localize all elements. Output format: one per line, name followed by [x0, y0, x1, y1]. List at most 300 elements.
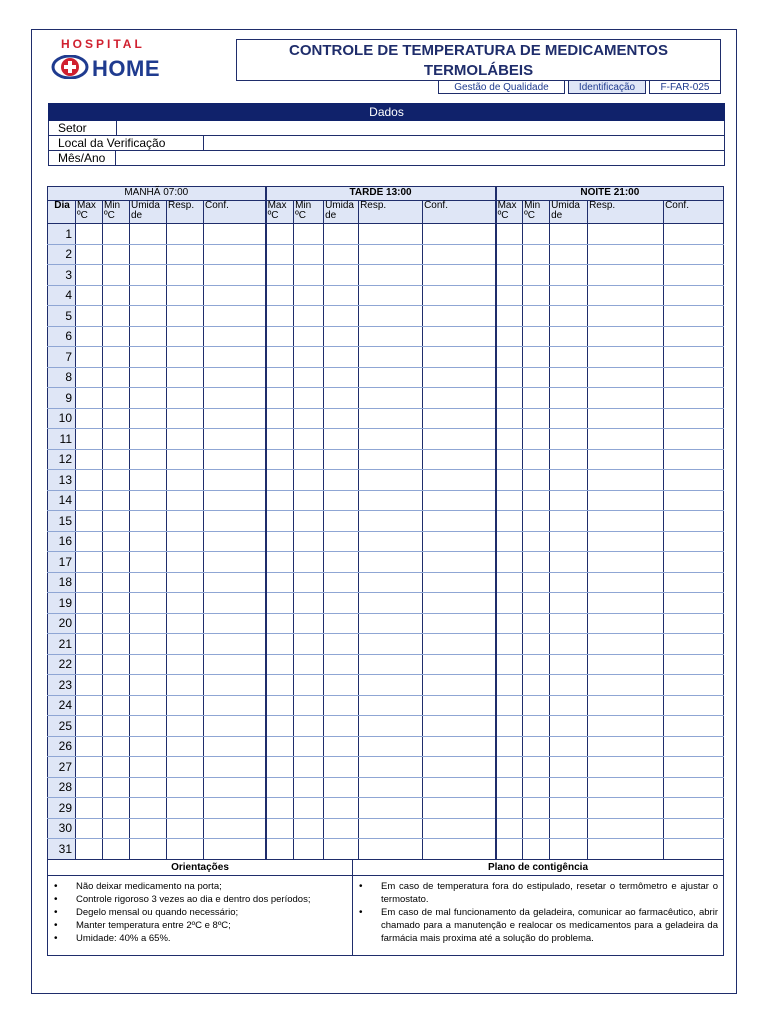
entry-cell-resp[interactable]	[167, 306, 204, 327]
entry-cell-conf[interactable]	[204, 839, 266, 860]
entry-cell-resp[interactable]	[588, 552, 664, 573]
entry-cell-min[interactable]	[294, 736, 324, 757]
entry-cell-umidade[interactable]	[550, 306, 588, 327]
entry-cell-umidade[interactable]	[550, 265, 588, 286]
entry-cell-max[interactable]	[76, 716, 103, 737]
entry-cell-max[interactable]	[496, 572, 523, 593]
entry-cell-umidade[interactable]	[130, 818, 167, 839]
entry-cell-resp[interactable]	[359, 490, 423, 511]
entry-cell-conf[interactable]	[664, 429, 724, 450]
entry-cell-max[interactable]	[266, 675, 294, 696]
entry-cell-min[interactable]	[103, 531, 130, 552]
entry-cell-resp[interactable]	[167, 285, 204, 306]
entry-cell-resp[interactable]	[167, 552, 204, 573]
entry-cell-conf[interactable]	[664, 265, 724, 286]
entry-cell-max[interactable]	[496, 326, 523, 347]
entry-cell-resp[interactable]	[167, 654, 204, 675]
entry-cell-min[interactable]	[294, 347, 324, 368]
entry-cell-conf[interactable]	[664, 470, 724, 491]
entry-cell-umidade[interactable]	[324, 757, 359, 778]
entry-cell-umidade[interactable]	[130, 675, 167, 696]
entry-cell-max[interactable]	[266, 429, 294, 450]
entry-cell-conf[interactable]	[664, 695, 724, 716]
entry-cell-umidade[interactable]	[130, 716, 167, 737]
entry-cell-min[interactable]	[103, 388, 130, 409]
entry-cell-resp[interactable]	[588, 675, 664, 696]
entry-cell-max[interactable]	[266, 347, 294, 368]
entry-cell-min[interactable]	[523, 347, 550, 368]
entry-cell-max[interactable]	[496, 265, 523, 286]
entry-cell-conf[interactable]	[664, 347, 724, 368]
entry-cell-umidade[interactable]	[550, 818, 588, 839]
entry-cell-resp[interactable]	[359, 244, 423, 265]
entry-cell-resp[interactable]	[359, 695, 423, 716]
entry-cell-max[interactable]	[266, 306, 294, 327]
entry-cell-max[interactable]	[496, 285, 523, 306]
entry-cell-conf[interactable]	[423, 470, 496, 491]
entry-cell-conf[interactable]	[423, 285, 496, 306]
entry-cell-umidade[interactable]	[550, 654, 588, 675]
entry-cell-resp[interactable]	[588, 654, 664, 675]
entry-cell-max[interactable]	[76, 224, 103, 245]
entry-cell-umidade[interactable]	[550, 449, 588, 470]
entry-cell-max[interactable]	[496, 695, 523, 716]
entry-cell-conf[interactable]	[423, 757, 496, 778]
entry-cell-conf[interactable]	[204, 675, 266, 696]
entry-cell-max[interactable]	[76, 347, 103, 368]
entry-cell-conf[interactable]	[664, 244, 724, 265]
entry-cell-min[interactable]	[103, 654, 130, 675]
entry-cell-min[interactable]	[523, 388, 550, 409]
entry-cell-conf[interactable]	[664, 326, 724, 347]
entry-cell-conf[interactable]	[423, 265, 496, 286]
entry-cell-max[interactable]	[76, 839, 103, 860]
entry-cell-conf[interactable]	[423, 818, 496, 839]
entry-cell-conf[interactable]	[664, 798, 724, 819]
entry-cell-max[interactable]	[266, 511, 294, 532]
entry-cell-umidade[interactable]	[550, 634, 588, 655]
entry-cell-resp[interactable]	[588, 224, 664, 245]
entry-cell-umidade[interactable]	[130, 490, 167, 511]
entry-cell-conf[interactable]	[423, 613, 496, 634]
entry-cell-max[interactable]	[496, 449, 523, 470]
entry-cell-umidade[interactable]	[550, 798, 588, 819]
entry-cell-umidade[interactable]	[130, 224, 167, 245]
entry-cell-min[interactable]	[103, 285, 130, 306]
entry-cell-max[interactable]	[76, 388, 103, 409]
entry-cell-conf[interactable]	[664, 757, 724, 778]
entry-cell-max[interactable]	[496, 736, 523, 757]
entry-cell-max[interactable]	[496, 552, 523, 573]
entry-cell-umidade[interactable]	[130, 429, 167, 450]
entry-cell-min[interactable]	[523, 306, 550, 327]
entry-cell-max[interactable]	[76, 736, 103, 757]
entry-cell-conf[interactable]	[204, 818, 266, 839]
entry-cell-conf[interactable]	[664, 818, 724, 839]
entry-cell-umidade[interactable]	[324, 265, 359, 286]
entry-cell-resp[interactable]	[588, 613, 664, 634]
entry-cell-max[interactable]	[266, 572, 294, 593]
entry-cell-conf[interactable]	[204, 285, 266, 306]
entry-cell-conf[interactable]	[664, 306, 724, 327]
entry-cell-min[interactable]	[294, 654, 324, 675]
entry-cell-min[interactable]	[523, 777, 550, 798]
entry-cell-resp[interactable]	[167, 736, 204, 757]
entry-cell-umidade[interactable]	[324, 367, 359, 388]
entry-cell-min[interactable]	[523, 675, 550, 696]
entry-cell-max[interactable]	[76, 634, 103, 655]
entry-cell-min[interactable]	[294, 613, 324, 634]
entry-cell-umidade[interactable]	[324, 552, 359, 573]
entry-cell-resp[interactable]	[588, 593, 664, 614]
entry-cell-min[interactable]	[294, 552, 324, 573]
entry-cell-resp[interactable]	[359, 736, 423, 757]
entry-cell-max[interactable]	[266, 265, 294, 286]
entry-cell-conf[interactable]	[204, 777, 266, 798]
entry-cell-max[interactable]	[496, 593, 523, 614]
entry-cell-conf[interactable]	[664, 408, 724, 429]
entry-cell-conf[interactable]	[204, 634, 266, 655]
entry-cell-min[interactable]	[523, 552, 550, 573]
entry-cell-max[interactable]	[76, 470, 103, 491]
entry-cell-min[interactable]	[294, 572, 324, 593]
entry-cell-min[interactable]	[294, 388, 324, 409]
entry-cell-resp[interactable]	[167, 429, 204, 450]
entry-cell-resp[interactable]	[588, 531, 664, 552]
entry-cell-resp[interactable]	[167, 347, 204, 368]
entry-cell-min[interactable]	[523, 654, 550, 675]
entry-cell-max[interactable]	[496, 367, 523, 388]
entry-cell-min[interactable]	[103, 736, 130, 757]
entry-cell-resp[interactable]	[167, 716, 204, 737]
entry-cell-max[interactable]	[76, 511, 103, 532]
entry-cell-resp[interactable]	[588, 490, 664, 511]
entry-cell-min[interactable]	[103, 634, 130, 655]
entry-cell-resp[interactable]	[588, 306, 664, 327]
entry-cell-resp[interactable]	[167, 593, 204, 614]
entry-cell-min[interactable]	[523, 285, 550, 306]
entry-cell-umidade[interactable]	[130, 511, 167, 532]
entry-cell-resp[interactable]	[359, 777, 423, 798]
entry-cell-conf[interactable]	[423, 449, 496, 470]
entry-cell-max[interactable]	[496, 511, 523, 532]
entry-cell-min[interactable]	[103, 777, 130, 798]
entry-cell-umidade[interactable]	[324, 244, 359, 265]
entry-cell-max[interactable]	[76, 244, 103, 265]
entry-cell-conf[interactable]	[204, 695, 266, 716]
entry-cell-conf[interactable]	[423, 388, 496, 409]
entry-cell-max[interactable]	[266, 470, 294, 491]
entry-cell-umidade[interactable]	[130, 347, 167, 368]
entry-cell-resp[interactable]	[588, 429, 664, 450]
entry-cell-umidade[interactable]	[324, 408, 359, 429]
entry-cell-max[interactable]	[266, 654, 294, 675]
entry-cell-resp[interactable]	[588, 777, 664, 798]
entry-cell-umidade[interactable]	[130, 654, 167, 675]
entry-cell-resp[interactable]	[588, 326, 664, 347]
entry-cell-umidade[interactable]	[324, 572, 359, 593]
entry-cell-conf[interactable]	[423, 798, 496, 819]
entry-cell-resp[interactable]	[359, 347, 423, 368]
entry-cell-umidade[interactable]	[550, 552, 588, 573]
entry-cell-min[interactable]	[523, 716, 550, 737]
entry-cell-resp[interactable]	[167, 798, 204, 819]
entry-cell-conf[interactable]	[664, 531, 724, 552]
entry-cell-resp[interactable]	[359, 798, 423, 819]
entry-cell-resp[interactable]	[588, 449, 664, 470]
entry-cell-conf[interactable]	[664, 388, 724, 409]
entry-cell-conf[interactable]	[204, 224, 266, 245]
entry-cell-max[interactable]	[266, 593, 294, 614]
local-row[interactable]	[48, 136, 725, 151]
entry-cell-max[interactable]	[496, 490, 523, 511]
entry-cell-min[interactable]	[523, 326, 550, 347]
entry-cell-min[interactable]	[103, 367, 130, 388]
entry-cell-min[interactable]	[103, 265, 130, 286]
entry-cell-umidade[interactable]	[550, 757, 588, 778]
entry-cell-max[interactable]	[496, 244, 523, 265]
entry-cell-umidade[interactable]	[130, 777, 167, 798]
entry-cell-max[interactable]	[76, 818, 103, 839]
entry-cell-resp[interactable]	[588, 757, 664, 778]
mes-ano-row[interactable]	[48, 151, 725, 166]
entry-cell-resp[interactable]	[359, 367, 423, 388]
entry-cell-max[interactable]	[266, 716, 294, 737]
entry-cell-resp[interactable]	[359, 818, 423, 839]
entry-cell-max[interactable]	[76, 326, 103, 347]
entry-cell-max[interactable]	[496, 347, 523, 368]
entry-cell-umidade[interactable]	[550, 572, 588, 593]
entry-cell-max[interactable]	[266, 839, 294, 860]
entry-cell-resp[interactable]	[588, 347, 664, 368]
entry-cell-min[interactable]	[103, 326, 130, 347]
entry-cell-max[interactable]	[496, 429, 523, 450]
entry-cell-umidade[interactable]	[324, 490, 359, 511]
entry-cell-resp[interactable]	[167, 695, 204, 716]
entry-cell-conf[interactable]	[204, 613, 266, 634]
entry-cell-min[interactable]	[294, 367, 324, 388]
entry-cell-max[interactable]	[266, 552, 294, 573]
entry-cell-resp[interactable]	[588, 511, 664, 532]
entry-cell-resp[interactable]	[588, 634, 664, 655]
entry-cell-resp[interactable]	[588, 736, 664, 757]
entry-cell-min[interactable]	[523, 449, 550, 470]
entry-cell-umidade[interactable]	[130, 531, 167, 552]
entry-cell-min[interactable]	[294, 839, 324, 860]
entry-cell-min[interactable]	[294, 224, 324, 245]
entry-cell-min[interactable]	[523, 839, 550, 860]
entry-cell-resp[interactable]	[359, 613, 423, 634]
entry-cell-min[interactable]	[103, 613, 130, 634]
entry-cell-min[interactable]	[523, 818, 550, 839]
entry-cell-umidade[interactable]	[324, 736, 359, 757]
entry-cell-umidade[interactable]	[130, 388, 167, 409]
entry-cell-min[interactable]	[523, 265, 550, 286]
entry-cell-conf[interactable]	[664, 777, 724, 798]
entry-cell-umidade[interactable]	[324, 429, 359, 450]
entry-cell-umidade[interactable]	[130, 552, 167, 573]
entry-cell-min[interactable]	[294, 757, 324, 778]
entry-cell-umidade[interactable]	[550, 429, 588, 450]
entry-cell-min[interactable]	[523, 367, 550, 388]
entry-cell-resp[interactable]	[167, 757, 204, 778]
entry-cell-resp[interactable]	[359, 306, 423, 327]
entry-cell-min[interactable]	[294, 531, 324, 552]
entry-cell-max[interactable]	[496, 839, 523, 860]
entry-cell-umidade[interactable]	[324, 593, 359, 614]
entry-cell-resp[interactable]	[167, 388, 204, 409]
entry-cell-max[interactable]	[266, 408, 294, 429]
entry-cell-resp[interactable]	[359, 265, 423, 286]
entry-cell-resp[interactable]	[359, 224, 423, 245]
entry-cell-conf[interactable]	[423, 224, 496, 245]
entry-cell-conf[interactable]	[423, 634, 496, 655]
entry-cell-resp[interactable]	[588, 285, 664, 306]
entry-cell-resp[interactable]	[359, 388, 423, 409]
entry-cell-resp[interactable]	[359, 839, 423, 860]
entry-cell-umidade[interactable]	[130, 449, 167, 470]
entry-cell-resp[interactable]	[359, 285, 423, 306]
entry-cell-max[interactable]	[266, 224, 294, 245]
entry-cell-conf[interactable]	[204, 347, 266, 368]
entry-cell-conf[interactable]	[204, 716, 266, 737]
entry-cell-resp[interactable]	[167, 839, 204, 860]
entry-cell-conf[interactable]	[204, 490, 266, 511]
entry-cell-resp[interactable]	[588, 367, 664, 388]
entry-cell-min[interactable]	[103, 449, 130, 470]
entry-cell-conf[interactable]	[423, 716, 496, 737]
entry-cell-min[interactable]	[523, 593, 550, 614]
entry-cell-conf[interactable]	[664, 285, 724, 306]
entry-cell-resp[interactable]	[588, 572, 664, 593]
entry-cell-min[interactable]	[103, 675, 130, 696]
entry-cell-umidade[interactable]	[550, 777, 588, 798]
entry-cell-min[interactable]	[103, 593, 130, 614]
entry-cell-resp[interactable]	[359, 634, 423, 655]
entry-cell-min[interactable]	[103, 716, 130, 737]
entry-cell-resp[interactable]	[359, 470, 423, 491]
entry-cell-umidade[interactable]	[130, 244, 167, 265]
entry-cell-min[interactable]	[523, 244, 550, 265]
entry-cell-max[interactable]	[76, 531, 103, 552]
entry-cell-max[interactable]	[266, 285, 294, 306]
entry-cell-min[interactable]	[294, 634, 324, 655]
entry-cell-umidade[interactable]	[550, 531, 588, 552]
entry-cell-max[interactable]	[266, 367, 294, 388]
entry-cell-umidade[interactable]	[130, 736, 167, 757]
entry-cell-resp[interactable]	[588, 818, 664, 839]
entry-cell-resp[interactable]	[588, 265, 664, 286]
entry-cell-min[interactable]	[103, 695, 130, 716]
entry-cell-conf[interactable]	[423, 408, 496, 429]
entry-cell-min[interactable]	[294, 470, 324, 491]
entry-cell-resp[interactable]	[359, 675, 423, 696]
entry-cell-conf[interactable]	[204, 654, 266, 675]
entry-cell-conf[interactable]	[664, 634, 724, 655]
entry-cell-conf[interactable]	[423, 367, 496, 388]
entry-cell-min[interactable]	[294, 244, 324, 265]
entry-cell-umidade[interactable]	[550, 244, 588, 265]
entry-cell-resp[interactable]	[167, 326, 204, 347]
entry-cell-conf[interactable]	[204, 552, 266, 573]
entry-cell-conf[interactable]	[664, 490, 724, 511]
entry-cell-conf[interactable]	[423, 777, 496, 798]
entry-cell-max[interactable]	[266, 736, 294, 757]
entry-cell-umidade[interactable]	[550, 675, 588, 696]
entry-cell-resp[interactable]	[167, 777, 204, 798]
entry-cell-max[interactable]	[76, 572, 103, 593]
entry-cell-umidade[interactable]	[550, 388, 588, 409]
entry-cell-min[interactable]	[103, 511, 130, 532]
entry-cell-resp[interactable]	[588, 695, 664, 716]
entry-cell-resp[interactable]	[359, 408, 423, 429]
entry-cell-max[interactable]	[496, 777, 523, 798]
entry-cell-umidade[interactable]	[130, 306, 167, 327]
entry-cell-min[interactable]	[294, 818, 324, 839]
entry-cell-min[interactable]	[523, 695, 550, 716]
entry-cell-resp[interactable]	[167, 470, 204, 491]
setor-row[interactable]	[48, 121, 725, 136]
entry-cell-max[interactable]	[76, 654, 103, 675]
entry-cell-max[interactable]	[496, 470, 523, 491]
entry-cell-resp[interactable]	[167, 634, 204, 655]
entry-cell-resp[interactable]	[167, 265, 204, 286]
entry-cell-resp[interactable]	[167, 818, 204, 839]
entry-cell-max[interactable]	[266, 326, 294, 347]
entry-cell-umidade[interactable]	[324, 634, 359, 655]
entry-cell-resp[interactable]	[359, 654, 423, 675]
entry-cell-conf[interactable]	[664, 572, 724, 593]
entry-cell-conf[interactable]	[664, 449, 724, 470]
entry-cell-resp[interactable]	[359, 552, 423, 573]
entry-cell-conf[interactable]	[204, 388, 266, 409]
entry-cell-resp[interactable]	[359, 572, 423, 593]
entry-cell-resp[interactable]	[167, 613, 204, 634]
entry-cell-max[interactable]	[76, 675, 103, 696]
entry-cell-resp[interactable]	[167, 367, 204, 388]
entry-cell-conf[interactable]	[423, 654, 496, 675]
entry-cell-conf[interactable]	[204, 736, 266, 757]
entry-cell-min[interactable]	[294, 777, 324, 798]
entry-cell-umidade[interactable]	[130, 634, 167, 655]
entry-cell-min[interactable]	[294, 716, 324, 737]
entry-cell-umidade[interactable]	[130, 367, 167, 388]
entry-cell-conf[interactable]	[204, 429, 266, 450]
entry-cell-max[interactable]	[76, 265, 103, 286]
entry-cell-min[interactable]	[523, 511, 550, 532]
entry-cell-max[interactable]	[76, 367, 103, 388]
entry-cell-min[interactable]	[294, 511, 324, 532]
entry-cell-conf[interactable]	[204, 757, 266, 778]
entry-cell-resp[interactable]	[167, 531, 204, 552]
entry-cell-conf[interactable]	[204, 531, 266, 552]
entry-cell-umidade[interactable]	[324, 224, 359, 245]
entry-cell-max[interactable]	[266, 244, 294, 265]
entry-cell-umidade[interactable]	[550, 224, 588, 245]
entry-cell-max[interactable]	[266, 490, 294, 511]
entry-cell-max[interactable]	[496, 818, 523, 839]
entry-cell-min[interactable]	[294, 429, 324, 450]
entry-cell-max[interactable]	[496, 408, 523, 429]
entry-cell-max[interactable]	[266, 388, 294, 409]
entry-cell-umidade[interactable]	[550, 408, 588, 429]
entry-cell-umidade[interactable]	[130, 326, 167, 347]
entry-cell-max[interactable]	[76, 429, 103, 450]
entry-cell-resp[interactable]	[167, 449, 204, 470]
entry-cell-conf[interactable]	[423, 531, 496, 552]
entry-cell-min[interactable]	[294, 593, 324, 614]
entry-cell-conf[interactable]	[423, 490, 496, 511]
